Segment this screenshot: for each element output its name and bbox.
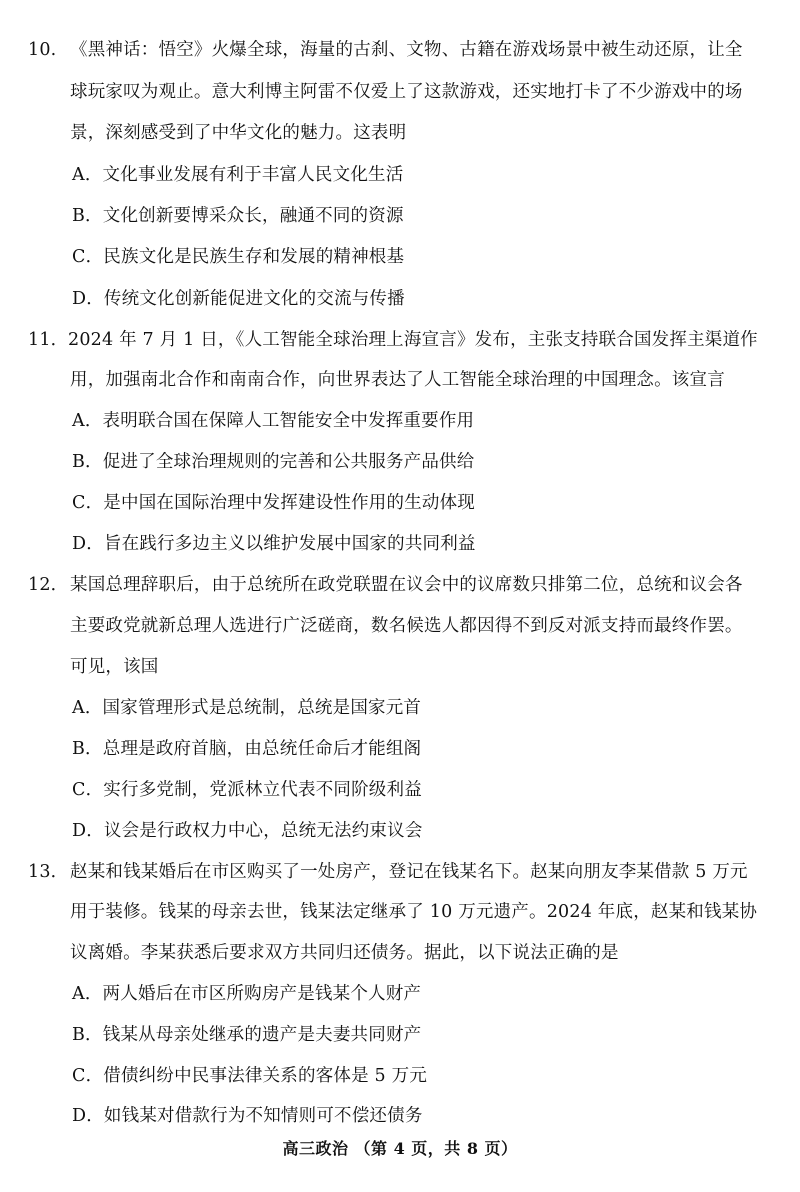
question-12-number: 12．: [28, 575, 69, 595]
question-10-option-b: B．文化创新要博采众长，融通不同的资源: [72, 206, 404, 226]
question-11-option-d: D．旨在践行多边主义以维护发展中国家的共同利益: [72, 534, 476, 554]
question-13-option-c: C．借债纠纷中民事法律关系的客体是 5 万元: [72, 1066, 428, 1086]
question-11-option-a: A．表明联合国在保障人工智能安全中发挥重要作用: [72, 411, 475, 431]
question-10-stem-line: 景，深刻感受到了中华文化的魅力。这表明: [70, 123, 407, 143]
question-12-option-a: A．国家管理形式是总统制，总统是国家元首: [72, 698, 422, 718]
question-10-option-d: D．传统文化创新能促进文化的交流与传播: [72, 289, 405, 309]
question-13-stem-line: 议离婚。李某获悉后要求双方共同归还债务。据此，以下说法正确的是: [70, 943, 619, 963]
question-11-stem-line: 用，加强南北合作和南南合作，向世界表达了人工智能全球治理的中国理念。该宣言: [70, 370, 725, 390]
question-10-stem-line: 球玩家叹为观止。意大利博主阿雷不仅爱上了这款游戏，还实地打卡了不少游戏中的场: [70, 82, 743, 102]
question-11-number: 11．: [28, 330, 69, 350]
question-13-number: 13．: [28, 862, 69, 882]
question-12-option-b: B．总理是政府首脑，由总统任命后才能组阁: [72, 739, 422, 759]
question-12-stem-line: 某国总理辞职后，由于总统所在政党联盟在议会中的议席数只排第二位，总统和议会各: [70, 575, 743, 595]
question-11-option-c: C．是中国在国际治理中发挥建设性作用的生动体现: [72, 493, 475, 513]
question-13-stem-line: 赵某和钱某婚后在市区购买了一处房产，登记在钱某名下。赵某向朋友李某借款 5 万元: [70, 862, 748, 882]
question-13-option-a: A．两人婚后在市区所购房产是钱某个人财产: [72, 984, 422, 1004]
question-12-stem-line: 可见，该国: [70, 657, 159, 677]
question-12-option-c: C．实行多党制，党派林立代表不同阶级利益: [72, 780, 422, 800]
question-12-stem-line: 主要政党就新总理人选进行广泛磋商，数名候选人都因得不到反对派支持而最终作罢。: [70, 616, 743, 636]
question-13-option-d: D．如钱某对借款行为不知情则可不偿还债务: [72, 1106, 423, 1126]
question-13-option-b: B．钱某从母亲处继承的遗产是夫妻共同财产: [72, 1025, 422, 1045]
question-12-option-d: D．议会是行政权力中心，总统无法约束议会: [72, 821, 423, 841]
question-11-option-b: B．促进了全球治理规则的完善和公共服务产品供给: [72, 452, 475, 472]
question-10-stem-line: 《黑神话：悟空》火爆全球，海量的古刹、文物、古籍在游戏场景中被生动还原，让全: [70, 40, 743, 60]
question-13-stem-line: 用于装修。钱某的母亲去世，钱某法定继承了 10 万元遗产。2024 年底，赵某和钱某协: [70, 902, 758, 922]
question-10-option-a: A．文化事业发展有利于丰富人民文化生活: [72, 165, 404, 185]
question-10-number: 10.: [28, 40, 57, 60]
question-11-stem-line: 2024 年 7 月 1 日，《人工智能全球治理上海宣言》发布，主张支持联合国发挥主渠道作: [68, 330, 758, 350]
page-footer: 高三政治 （第 4 页，共 8 页）: [282, 1139, 518, 1158]
question-10-option-c: C．民族文化是民族生存和发展的精神根基: [72, 247, 405, 267]
